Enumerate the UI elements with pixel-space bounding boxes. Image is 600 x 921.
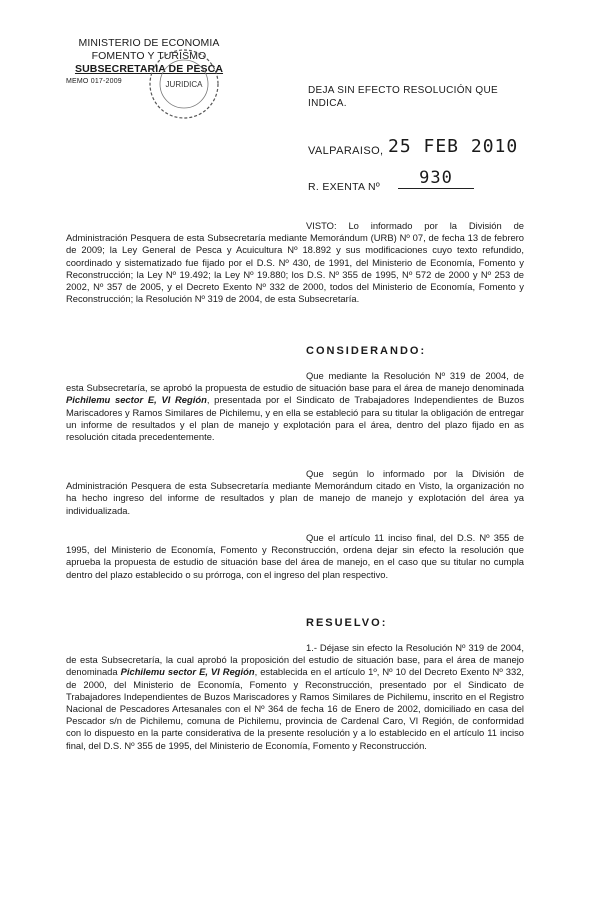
resolution-label: R. EXENTA Nº — [308, 181, 381, 193]
considerando-heading: CONSIDERANDO: — [306, 345, 427, 357]
visto-text: Lo informado por la División de Administración Pesquera de esta Subsecretaría mediante Memorándum (URB) Nº 07, de fecha 13 de febrero de 2009; la Ley General de Pesca y Acuicultura Nº 18.892 y sus modificaciones cuyo texto refundido, coordinado y sistematizado fue fijado por el D.S. Nº 430, de 1991, del Ministerio de Economía, Fomento y Reconstrucción; la Ley Nº 19.492; la Ley Nº 19.880; los D.S. Nº 355 de 1995, Nº 572 de 2000 y Nº 253 de 2002, Nº 357 de 2005, y el Decreto Exento Nº 332 de 2000, todos del Ministerio de Economía, Fomento y Reconstrucción; la Resolución Nº 319 de 2004, de esta Subsecretaría. — [66, 220, 524, 305]
visto-paragraph — [66, 220, 524, 305]
resuelvo-p1-text-b: , establecida en el artículo 1º, Nº 10 del Decreto Exento Nº 332, de 2000, del Ministerio de Economía, Fomento y Reconstrucción, presentado por el Sindicato de Trabajadores Independientes de Buzos Mariscadores y Ramos Similares de Pichilemu, inscrito en el Registro Nacional de Pescadores Artesanales con el Nº 364 de fecha 16 de Enero de 2002, domiciliado en casa del Pescador s/n de Pichilemu, comuna de Pichilemu, provincia de Cardenal Caro, VI Región, de conformidad con lo dispuesto en la parte considerativa de la presente resolución y a lo establecido en el artículo 11 inciso final, del D.S. Nº 355 de 1995, del Ministerio de Economía, Fomento y Reconstrucción. — [66, 666, 525, 751]
area-name: Pichilemu sector E, VI Región — [66, 394, 207, 406]
considerando-p1-text-b: , presentada por el Sindicato de Trabajadores Independientes de Buzos Mariscadores y Ramos Similares de Pichilemu, y en ella se estableció para su titular la obligación de entregar un informe de resultados y el plan de manejo y explotación para el área, dentro del plazo fijado en as resolución citada precedentemente. — [66, 394, 525, 443]
resuelvo-p1-text-a: 1.- Déjase sin efecto la Resolución Nº 319 de 2004, de esta Subsecretaría, la cual aprobó la proposición del estudio de situación base, para el área de manejo denominada — [66, 642, 524, 678]
resolution-number: 930 — [398, 168, 474, 189]
letterhead-subsecretaria: SUBSECRETARIA DE PESCA — [74, 63, 224, 75]
resuelvo-heading: RESUELVO: — [306, 617, 388, 629]
considerando-p1-text-a: Que mediante la Resolución Nº 319 de 2004, de esta Subsecretaría, se aprobó la propuesta de estudio de situación base para el área de manejo denominada — [66, 370, 524, 394]
considerando-paragraph-2 — [66, 468, 524, 517]
juridica-stamp — [146, 46, 222, 122]
considerando-p3-text: Que el artículo 11 inciso final, del D.S. Nº 355 de 1995, del Ministerio de Economía, Fomento y Reconstrucción, ordena dejar sin efecto la resolución que aprueba la propuesta de estudio de situación base del área de manejo, en el caso que su titular no cumpla dentro del plazo establecido o su prórroga, con el ingreso del plan respectivo. — [66, 532, 524, 580]
letterhead-ministry-line2: FOMENTO Y TURISMO — [91, 50, 207, 62]
considerando-paragraph-3 — [66, 532, 524, 581]
document-subject: DEJA SIN EFECTO RESOLUCIÓN QUE INDICA. — [308, 85, 498, 109]
considerando-p2-text: Que según lo informado por la División de Administración Pesquera de esta Subsecretaría mediante Memorándum citado en Visto, la organización no ha hecho ingreso del informe de resultados y plan de manejo de manejo y explotación del área ya individualizada. — [66, 468, 524, 516]
resuelvo-paragraph-1 — [66, 642, 524, 752]
memo-reference: MEMO 017-2009 — [66, 78, 122, 85]
considerando-paragraph-1 — [66, 370, 524, 443]
visto-label: VISTO: — [306, 220, 337, 231]
area-name: Pichilemu sector E, VI Región — [120, 666, 255, 678]
place-label: VALPARAISO, — [308, 145, 384, 157]
stamp-label: JURIDICA — [165, 80, 203, 89]
date-stamp: 25 FEB 2010 — [388, 136, 519, 157]
letterhead-ministry: MINISTERIO DE ECONOMIA — [78, 37, 220, 49]
